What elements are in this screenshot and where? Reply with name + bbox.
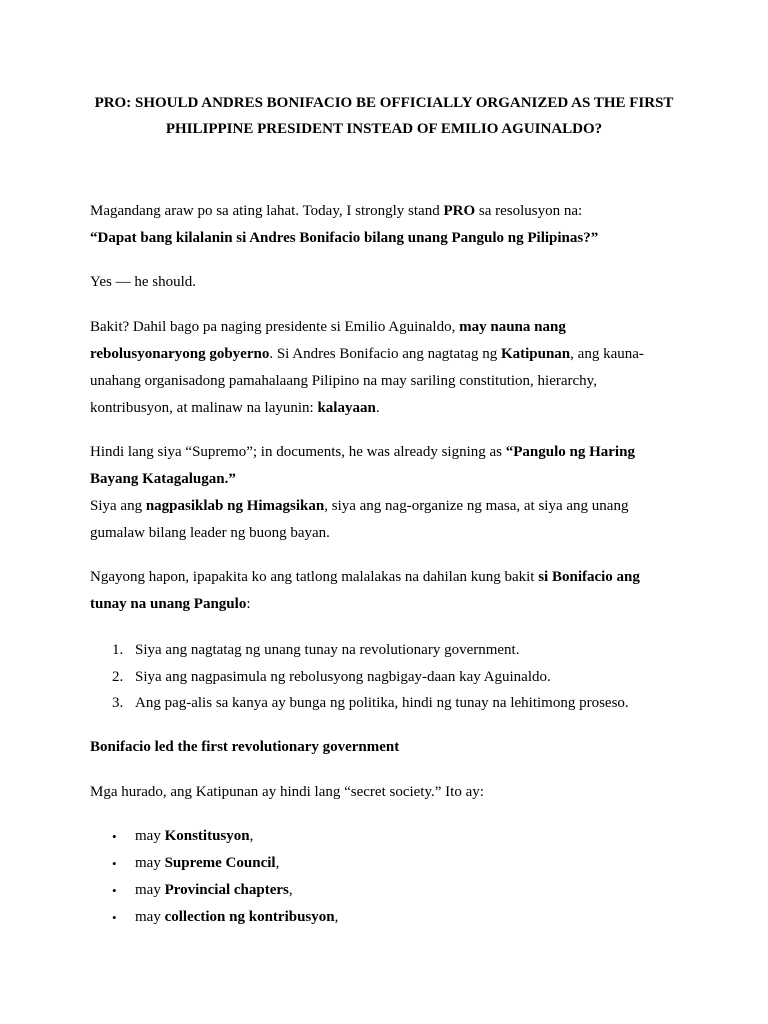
ngayon-line-1 [90,564,680,591]
supremo-text-3: Siya ang [90,498,146,514]
supremo-bold-2: Bayang Katagalugan.” [90,471,236,487]
bakit-bold-2: rebolusyonaryong gobyerno [90,346,270,362]
list-number: 2. [112,668,124,685]
bakit-line-1 [90,314,680,341]
bullet-bold: Supreme Council [164,855,276,871]
bakit-text-2: . Si Andres Bonifacio ang nagtatag ng [269,346,501,362]
reasons-list [90,637,680,717]
bakit-text-5: . [375,400,380,416]
bakit-line-3: unahang organisadong pamahalaang Pilipino na may sariling constitution, hierarchy, [90,373,597,389]
list-item [90,850,680,877]
bullet-post: , [288,882,293,898]
ngayon-line-2 [90,591,680,618]
intro-line-1 [90,198,680,225]
yes-paragraph [90,269,680,296]
ngayon-paragraph [90,564,680,618]
list-item [90,637,680,664]
document-title [80,90,688,142]
title-line-2: PHILIPPINE PRESIDENT INSTEAD OF EMILIO AGUINALDO? [165,121,603,137]
list-item [90,823,680,850]
list-item-text: Siya ang nagtatag ng unang tunay na revolutionary government. [135,642,520,658]
section-heading [90,734,680,761]
bullet-pre: may [135,828,165,844]
bakit-line-2 [90,341,680,368]
bullet-icon: • [112,856,117,871]
list-item [90,690,680,717]
hurado-line: Mga hurado, ang Katipunan ay hindi lang “secret society.” Ito ay: [90,784,484,800]
bakit-line-4 [90,395,680,422]
bullet-pre: may [135,855,165,871]
bakit-bold-1: may nauna nang [459,319,566,335]
supremo-text-4: , siya ang nag-organize ng masa, at siya ang unang [324,498,629,514]
intro-text-end: sa resolusyon na: [475,203,583,219]
supremo-line-2 [90,466,680,493]
hurado-paragraph [90,779,680,806]
bullet-icon: • [112,910,117,925]
supremo-text-1: Hindi lang siya “Supremo”; in documents, he was already signing as [90,444,506,460]
title-line-1: PRO: SHOULD ANDRES BONIFACIO BE OFFICIALLY ORGANIZED AS THE FIRST [94,95,674,111]
ngayon-text-1: Ngayong hapon, ipapakita ko ang tatlong malalakas na dahilan kung bakit [90,569,539,585]
yes-line: Yes — he should. [90,274,196,290]
bullet-pre: may [135,882,165,898]
list-item [90,877,680,904]
bullet-icon: • [112,829,117,844]
list-number: 1. [112,642,124,658]
ngayon-bold-2: tunay na unang Pangulo [90,596,247,612]
katipunan-bold: Katipunan [500,346,571,362]
list-item-text: Ang pag-alis sa kanya ay bunga ng politika, hindi ng tunay na lehitimong proseso. [135,695,629,711]
section-heading-line [90,734,680,761]
pro-stance: PRO [443,203,476,219]
resolution-text: “Dapat bang kilalanin si Andres Bonifacio bilang unang Pangulo ng Pilipinas?” [90,230,599,246]
bullet-post: , [249,828,254,844]
list-item [90,664,680,691]
bullet-post: , [334,909,339,925]
list-item-text: Siya ang nagpasimula ng rebolusyong nagbigay-daan kay Aguinaldo. [135,668,551,685]
bakit-paragraph [90,314,680,422]
bullet-icon: • [112,883,117,898]
supremo-bold-1: “Pangulo ng Haring [505,444,635,460]
intro-text: Magandang araw po sa ating lahat. Today, I strongly stand [90,203,444,219]
kalayaan-bold: kalayaan [317,400,376,416]
bullet-pre: may [135,909,165,925]
bakit-text-4: kontribusyon, at malinaw na layunin: [90,400,318,416]
supremo-line-1 [90,439,680,466]
katipunan-features-list [90,823,680,931]
resolution-question [90,225,680,252]
ngayon-colon: : [246,596,251,612]
bullet-bold: Konstitusyon [164,828,250,844]
bullet-post: , [275,855,280,871]
supremo-line-3 [90,493,680,520]
section-heading-text: Bonifacio led the first revolutionary government [90,739,400,755]
bakit-text-3: , ang kauna- [570,346,644,362]
supremo-bold-3: nagpasiklab ng Himagsikan [145,498,325,514]
ngayon-bold-1: si Bonifacio ang [538,569,640,585]
bullet-bold: Provincial chapters [164,882,289,898]
bakit-text-1: Bakit? Dahil bago pa naging presidente si Emilio Aguinaldo, [90,319,460,335]
bullet-bold: collection ng kontribusyon [164,909,335,925]
supremo-line-4: gumalaw bilang leader ng buong bayan. [90,525,330,541]
intro-paragraph [90,198,680,252]
list-item [90,904,680,931]
supremo-paragraph [90,439,680,547]
list-number: 3. [112,695,124,711]
